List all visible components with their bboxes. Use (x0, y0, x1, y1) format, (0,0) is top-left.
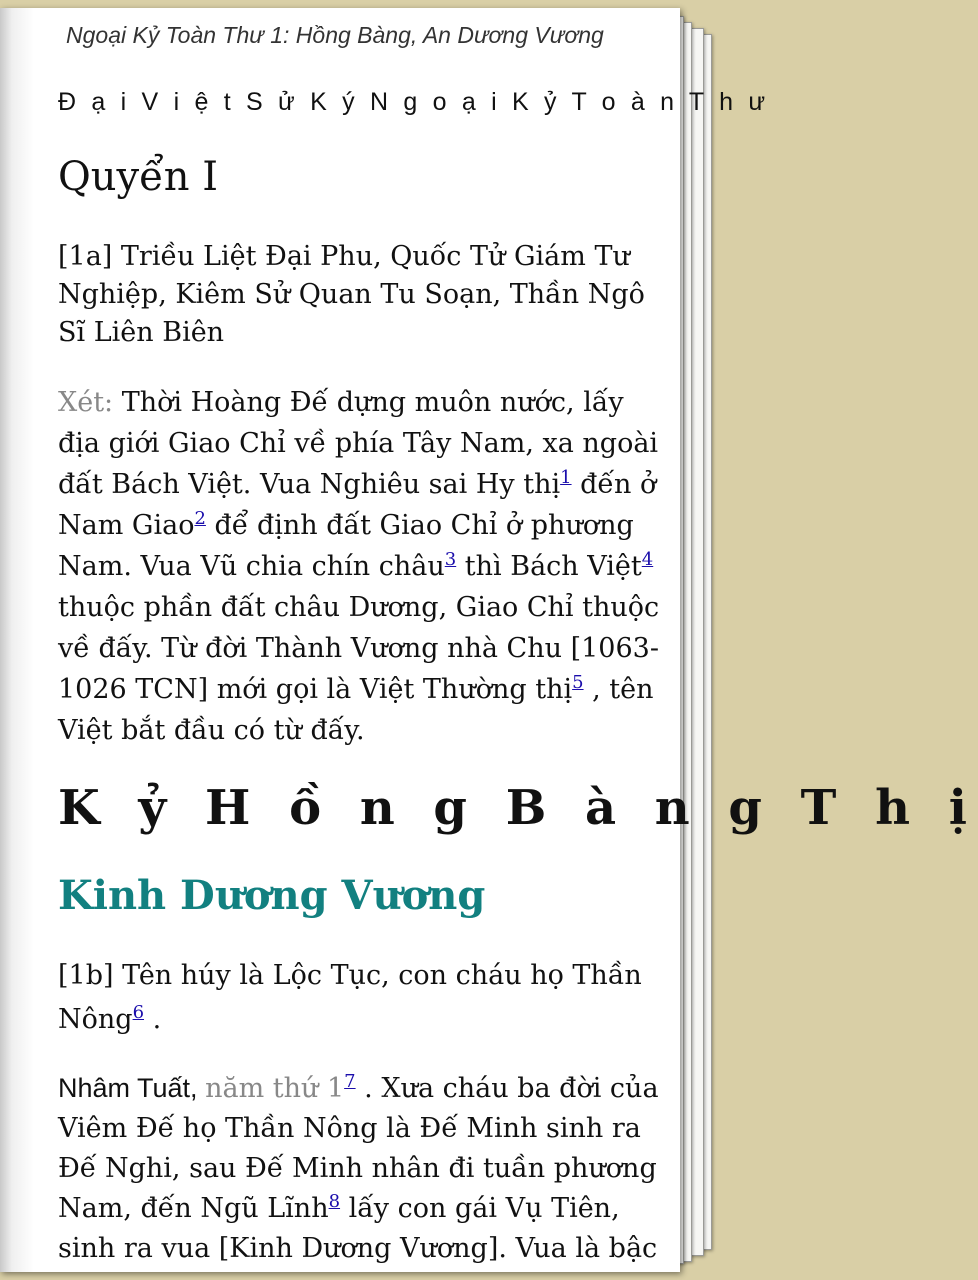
intro-paragraph (58, 382, 668, 751)
footnote-link[interactable]: 8 (328, 1191, 341, 1212)
paragraph-nham-tuat (58, 1068, 668, 1269)
paragraph-text: lấy con gái Vụ Tiên, sinh ra vua [Kinh Dương Vương]. Vua là bậc (58, 1193, 658, 1264)
paragraph-text: . (144, 1004, 162, 1035)
intro-text: để định đất Giao Chỉ ở phương Nam. Vua Vũ chia chín châu (58, 510, 634, 582)
volume-heading: Quyển I (58, 154, 219, 200)
footnote-link[interactable]: 7 (344, 1071, 356, 1092)
reader-page[interactable] (0, 8, 978, 1272)
paragraph-text: . Xưa cháu ba đời của Viêm Đế họ Thần Nông là Đế Minh sinh ra Đế Nghi, sau Đế Minh nhân đi tuần phương Nam, đến Ngũ Lĩnh (58, 1073, 659, 1224)
intro-text: , tên Việt bắt đầu có từ đấy. (58, 674, 654, 746)
intro-label: Xét: (58, 387, 114, 418)
book-title: Đ ạ i V i ệ t S ử K ý N g o ạ i K ỷ T o à n T h ư (58, 88, 770, 116)
intro-text: Thời Hoàng Đế dựng muôn nước, lấy địa giới Giao Chỉ về phía Tây Nam, xa ngoài đất Bách Việt. Vua Nghiêu sai Hy thị (58, 387, 659, 500)
footnote-link[interactable]: 1 (560, 467, 572, 488)
footnote-link[interactable]: 2 (194, 508, 206, 529)
intro-text: thuộc phần đất châu Dương, Giao Chỉ thuộc về đấy. Từ đời Thành Vương nhà Chu [1063-1026 TCN] mới gọi là Việt Thường thị (58, 592, 660, 705)
year-label: năm thứ 1 (205, 1073, 345, 1104)
paragraph-text: [1b] Tên húy là Lộc Tục, con cháu họ Thần Nông (58, 960, 642, 1035)
authorship-paragraph: [1a] Triều Liệt Đại Phu, Quốc Tử Giám Tư Nghiệp, Kiêm Sử Quan Tu Soạn, Thần Ngô Sĩ Liên Biên (58, 241, 645, 348)
intro-text: đến ở Nam Giao (58, 469, 657, 541)
footnote-link[interactable]: 6 (132, 1002, 145, 1023)
paragraph-1b (58, 954, 668, 1042)
running-title: Ngoại Kỷ Toàn Thư 1: Hồng Bàng, An Dương Vương (66, 22, 604, 48)
intro-text: thì Bách Việt (456, 551, 642, 582)
section-heading: K ỷ H ồ n g B à n g T h ị (58, 780, 978, 836)
footnote-link[interactable]: 4 (641, 549, 654, 570)
footnote-link[interactable]: 3 (444, 549, 457, 570)
ruler-heading: Kinh Dương Vương (58, 872, 486, 919)
paragraph-lead: Nhâm Tuất, (58, 1073, 206, 1103)
footnote-link[interactable]: 5 (572, 672, 584, 693)
